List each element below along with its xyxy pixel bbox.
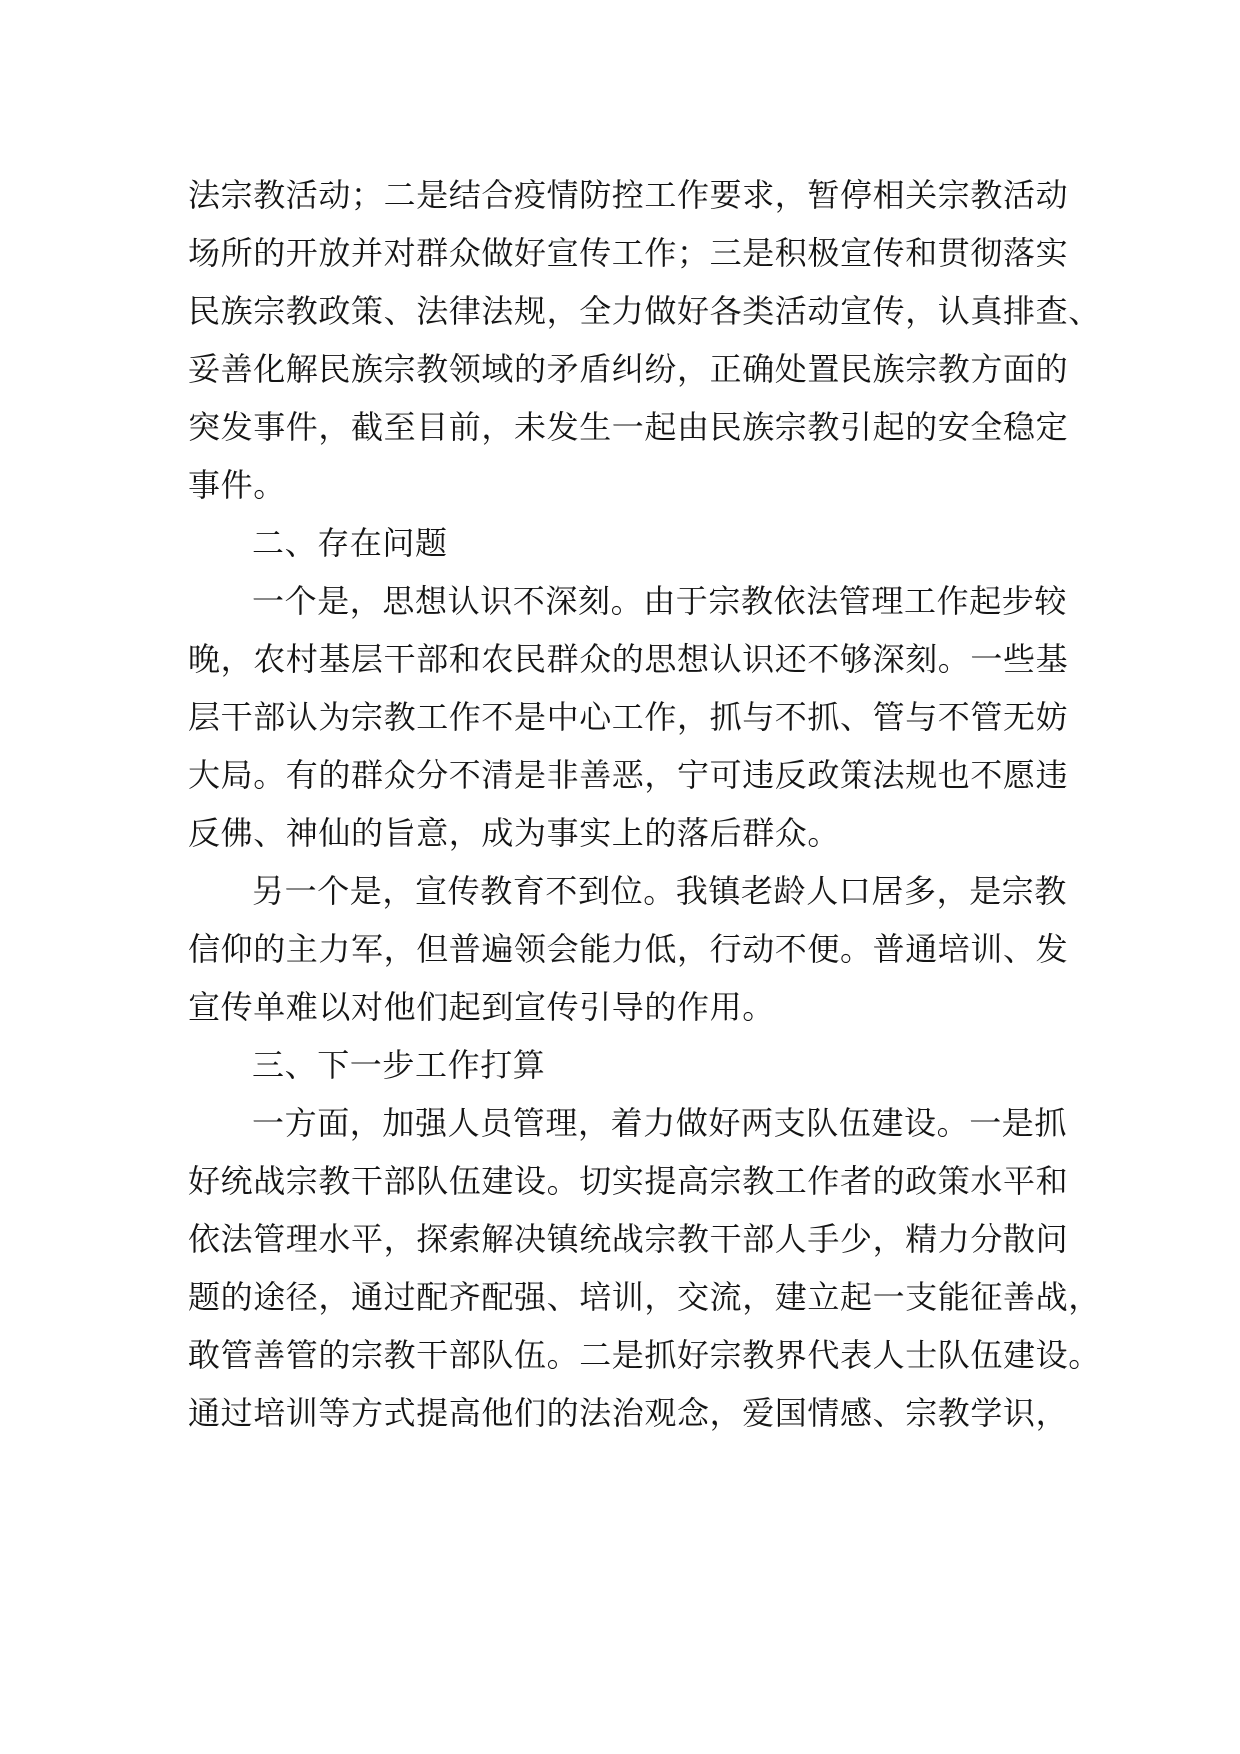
text-line: 宣传单难以对他们起到宣传引导的作用。 xyxy=(188,988,775,1026)
text-line: 好统战宗教干部队伍建设。切实提高宗教工作者的政策水平和 xyxy=(188,1162,1069,1200)
text-line: 题的途径，通过配齐配强、培训，交流，建立起一支能征善战， xyxy=(188,1278,1101,1316)
text-line: 事件。 xyxy=(188,466,286,504)
text-line: 反佛、神仙的旨意，成为事实上的落后群众。 xyxy=(188,814,841,852)
text-line: 突发事件，截至目前，未发生一起由民族宗教引起的安全稳定 xyxy=(188,408,1069,446)
section-heading: 二、存在问题 xyxy=(252,524,448,562)
text-line: 妥善化解民族宗教领域的矛盾纠纷，正确处置民族宗教方面的 xyxy=(188,350,1069,388)
text-line: 依法管理水平，探索解决镇统战宗教干部人手少，精力分散问 xyxy=(188,1220,1069,1258)
text-line: 一方面，加强人员管理，着力做好两支队伍建设。一是抓 xyxy=(252,1104,1068,1142)
text-line: 另一个是，宣传教育不到位。我镇老龄人口居多，是宗教 xyxy=(252,872,1068,910)
section-heading: 三、下一步工作打算 xyxy=(252,1046,546,1084)
text-line: 法宗教活动；二是结合疫情防控工作要求，暂停相关宗教活动 xyxy=(188,176,1069,214)
text-line: 场所的开放并对群众做好宣传工作；三是积极宣传和贯彻落实 xyxy=(188,234,1069,272)
text-line: 民族宗教政策、法律法规，全力做好各类活动宣传，认真排查、 xyxy=(188,292,1101,330)
text-line: 层干部认为宗教工作不是中心工作，抓与不抓、管与不管无妨 xyxy=(188,698,1069,736)
text-line: 通过培训等方式提高他们的法治观念，爱国情感、宗教学识， xyxy=(188,1394,1069,1432)
text-line: 大局。有的群众分不清是非善恶，宁可违反政策法规也不愿违 xyxy=(188,756,1069,794)
text-line: 敢管善管的宗教干部队伍。二是抓好宗教界代表人士队伍建设。 xyxy=(188,1336,1101,1374)
text-line: 信仰的主力军，但普遍领会能力低，行动不便。普通培训、发 xyxy=(188,930,1069,968)
text-line: 晚，农村基层干部和农民群众的思想认识还不够深刻。一些基 xyxy=(188,640,1069,678)
text-line: 一个是，思想认识不深刻。由于宗教依法管理工作起步较 xyxy=(252,582,1068,620)
